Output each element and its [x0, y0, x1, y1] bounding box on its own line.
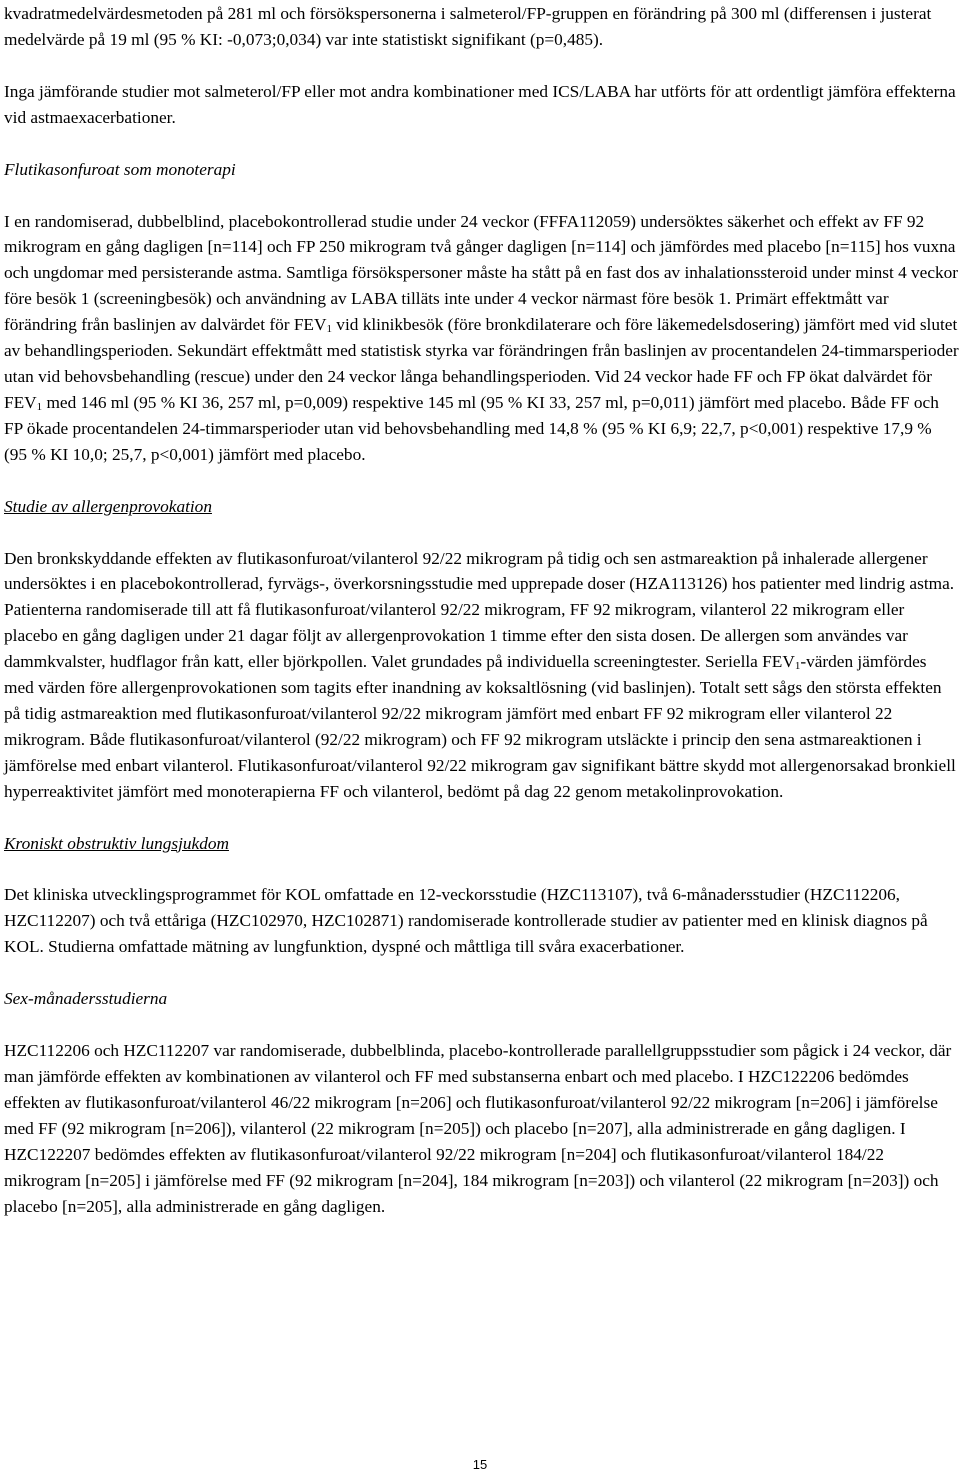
paragraph-ff-monotherapy-study: [4, 209, 959, 468]
paragraph-six-month-studies: HZC112206 och HZC112207 var randomiserade, dubbelblinda, placebo-kontrollerade parallellgruppsstudier som pågick i 24 veckor, där man jämförde effekten av kombinationen av vilanterol och FF med substanserna enbart och med placebo. I HZC122206 bedömdes effekten av flutikasonfuroat/vilanterol 46/22 mikrogram [n=206] och flutikasonfuroat/vilanterol 92/22 mikrogram [n=206] i jämförelse med FF (92 mikrogram [n=206]), vilanterol (22 mikrogram [n=205]) och placebo [n=207], alla administrerade en gång dagligen. I HZC122207 bedömdes effekten av flutikasonfuroat/vilanterol 92/22 mikrogram [n=204] och flutikasonfuroat/vilanterol 184/22 mikrogram [n=205] i jämförelse med FF (92 mikrogram [n=204], 184 mikrogram [n=203]) och vilanterol (22 mikrogram [n=203]) och placebo [n=205], alla administrerade en gång dagligen.: [4, 1041, 952, 1216]
paragraph-copd-program: Det kliniska utvecklingsprogrammet för KOL omfattade en 12-veckorsstudie (HZC113107), två 6-månadersstudier (HZC112206, HZC112207) och två ettåriga (HZC102970, HZC102871) randomiserade kontrollerade studier av patienter med en klinisk diagnos på KOL. Studierna omfattade mätning av lungfunktion, dyspné och måttliga till svåra exacerbationer.: [4, 885, 928, 957]
subscript-1: 1: [326, 323, 332, 336]
text-segment: Den bronkskyddande effekten av flutikasonfuroat/vilanterol 92/22 mikrogram på tidig och sen astmareaktion på inhalerade allergener undersöktes i en placebokontrollerad, fyrvägs-, överkorsningsstudie med upprepade doser (HZA113126) hos patienter med lindrig astma. Patienterna randomiserade till att få flutikasonfuroat/vilanterol 92/22 mikrogram, FF 92 mikrogram, vilanterol 22 mikrogram eller placebo en gång dagligen under 21 dagar följt av allergenprovokation 1 timme efter den sista dosen. De allergen som användes var dammkvalster, hudflagor från katt, eller björkpollen. Valet grundades på individuella screeningtester. Seriella FEV: [4, 548, 955, 672]
text-segment: -värden jämfördes med värden före allergenprovokationen som tagits efter inandning av koksaltlösning (vid baslinjen). Totalt sett sågs den största effekten på tidig astmareaktion med flutikasonfuroat/vilanterol 92/22 mikrogram jämfört med enbart FF 92 mikrogram eller vilanterol 22 mikrogram. Både flutikasonfuroat/vilanterol (92/22 mikrogram) och FF 92 mikrogram utsläckte i princip den sena astmareaktionen i jämförelse med enbart vilanterol. Flutikasonfuroat/vilanterol 92/22 mikrogram gav signifikant bättre skydd mot allergenorsakad bronkiell hyperreaktivitet jämfört med monoterapierna FF och vilanterol, bedömt på dag 22 genom metakolinprovokation.: [4, 652, 956, 801]
text-segment: med 146 ml (95 % KI 36, 257 ml, p=0,009) respektive 145 ml (95 % KI 33, 257 ml, p=0,011) jämfört med placebo. Både FF och FP ökade procentandelen 24-timmarsperioder utan vid behovsbehandling med 14,8 % (95 % KI 6,9; 22,7, p<0,001) respektive 17,9 % (95 % KI 10,0; 25,7, p<0,001) jämfört med placebo.: [4, 392, 939, 464]
paragraph-allergen-study: [4, 546, 959, 805]
subscript-1: 1: [794, 660, 801, 673]
paragraph-no-comparative-studies: Inga jämförande studier mot salmeterol/FP eller mot andra kombinationer med ICS/LABA har utförts för att ordentligt jämföra effekterna vid astmaexacerbationer.: [4, 81, 956, 127]
document-page: [4, 0, 959, 1219]
heading-ff-monotherapy: Flutikasonfuroat som monoterapi: [4, 159, 236, 179]
heading-allergen-study: Studie av allergenprovokation: [4, 496, 212, 516]
text-segment: vid klinikbesök (före bronkdilaterare och före läkemedelsdosering) jämfört med vid slutet av behandlingsperioden. Sekundärt effektmått med statistisk styrka var förändringen från baslinjen av procentandelen 24-timmarsperioder utan vid behovsbehandling (rescue) under den 24 veckor långa behandlingsperioden. Vid 24 veckor hade FF och FP ökat dalvärdet för FEV: [4, 315, 959, 412]
heading-copd: Kroniskt obstruktiv lungsjukdom: [4, 833, 229, 853]
text-segment: I en randomiserad, dubbelblind, placebokontrollerad studie under 24 veckor (FFFA112059) undersöktes säkerhet och effekt av FF 92 mikrogram en gång dagligen [n=114] och FP 250 mikrogram två gånger dagligen [n=114] och jämfördes med placebo [n=115] hos vuxna och ungdomar med persisterande astma. Samtliga försökspersoner måste ha stått på en fast dos av inhalationssteroid under minst 4 veckor före besök 1 (screeningbesök) och användning av LABA tilläts inte under 4 veckor närmast före besök 1. Primärt effektmått var förändring från baslinjen av dalvärdet för FEV: [4, 211, 959, 335]
page-number: 15: [472, 1457, 488, 1472]
subscript-1: 1: [36, 400, 43, 413]
heading-six-month-studies: Sex-månadersstudierna: [4, 989, 168, 1009]
paragraph-fev1-result: kvadratmedelvärdesmetoden på 281 ml och försökspersonerna i salmeterol/FP-gruppen en förändring på 300 ml (differensen i justerat medelvärde på 19 ml (95 % KI: -0,073;0,034) var inte statistiskt signifikant (p=0,485).: [4, 4, 932, 49]
